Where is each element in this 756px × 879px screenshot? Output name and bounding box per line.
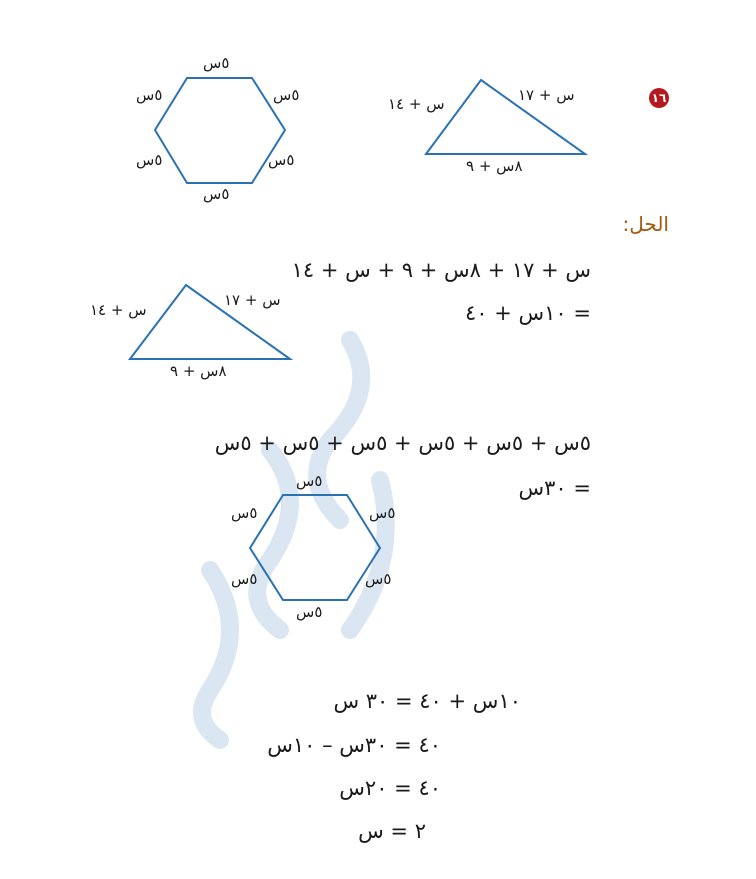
problem-triangle-left-label: س + ١٤ [388,95,445,113]
hexagon-perimeter-line2: = ٣٠س [518,476,591,500]
equation-step-2: ٤٠ = ٣٠س – ١٠س [267,733,441,757]
solution-heading: الحل: [622,212,669,236]
problem-hexagon-side-label: ٥س [136,86,163,104]
problem-hexagon-side-label: ٥س [203,185,230,203]
triangle-perimeter-line2: = ١٠س + ٤٠ [465,301,591,325]
solution-hexagon-side-label: ٥س [296,472,323,490]
solution-triangle-right-label: س + ١٧ [224,291,281,309]
solution-hexagon-side-label: ٥س [231,570,258,588]
equation-step-3: ٤٠ = ٢٠س [339,776,441,800]
problem-number-badge: ١٦ [649,88,669,108]
solution-hexagon-side-label: ٥س [296,603,323,621]
problem-hexagon-side-label: ٥س [203,54,230,72]
problem-triangle-bottom-label: ٨س + ٩ [466,157,523,175]
solution-hexagon-side-label: ٥س [365,570,392,588]
triangle-perimeter-line1: س + ١٧ + ٨س + ٩ + س + ١٤ [291,258,591,282]
problem-triangle-right-label: س + ١٧ [518,86,575,104]
problem-hexagon-shape [155,78,285,183]
problem-hexagon-side-label: ٥س [136,151,163,169]
solution-hexagon-side-label: ٥س [231,504,258,522]
solution-triangle-left-label: س + ١٤ [90,301,147,319]
equation-step-1: ١٠س + ٤٠ = ٣٠ س [333,689,521,713]
equation-step-4: ٢ = س [358,819,426,843]
solution-hexagon-shape [250,495,380,600]
problem-hexagon-side-label: ٥س [268,151,295,169]
solution-hexagon-side-label: ٥س [369,504,396,522]
problem-hexagon-side-label: ٥س [273,86,300,104]
hexagon-perimeter-line1: ٥س + ٥س + ٥س + ٥س + ٥س + ٥س [214,431,591,455]
solution-triangle-bottom-label: ٨س + ٩ [170,362,227,380]
